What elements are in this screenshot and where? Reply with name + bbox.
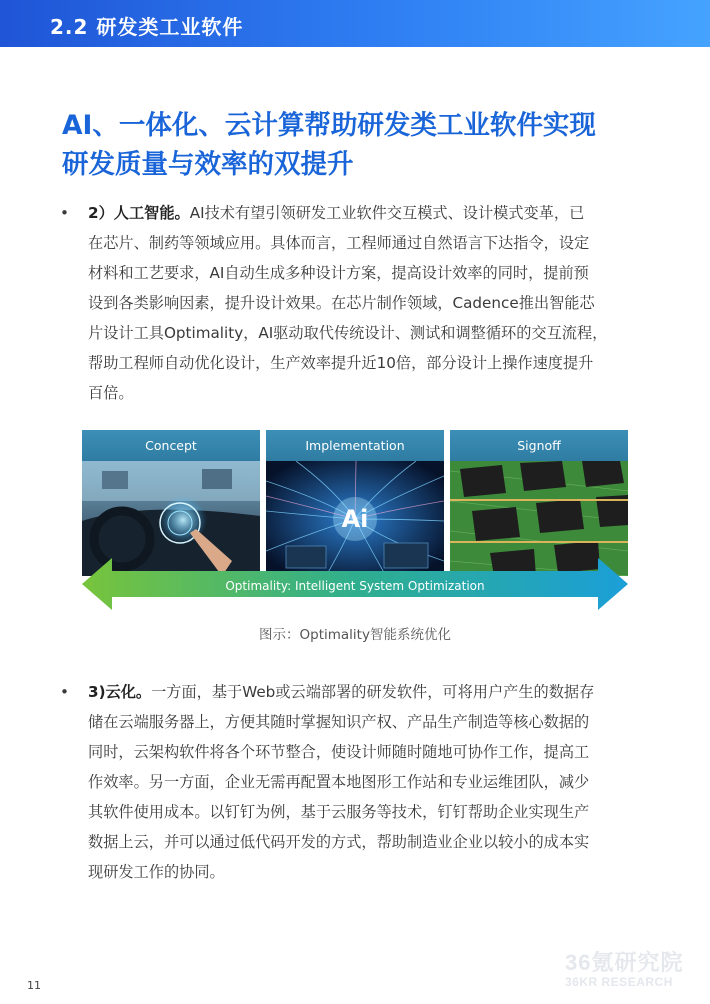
- page-headline: [62, 106, 672, 184]
- page-number: 11: [27, 979, 41, 992]
- section-title: 2.2 研发类工业软件: [50, 15, 244, 39]
- paragraph-line: 设到各类影响因素，提升设计效果。在芯片制作领域，Cadence推出智能芯: [88, 294, 595, 312]
- paragraph-line: 帮助工程师自动优化设计，生产效率提升近10倍，部分设计上操作速度提升: [88, 354, 594, 372]
- paragraph-line: 储在云端服务器上，方便其随时掌握知识产权、产品生产制造等核心数据的: [88, 713, 590, 731]
- arrow-label: Optimality: Intelligent System Optimization: [225, 579, 485, 593]
- paragraph-line: 其软件使用成本。以钉钉为例，基于云服务等技术，钉钉帮助企业实现生产: [88, 803, 590, 821]
- optimality-figure: [82, 430, 628, 614]
- section-header-bar: [0, 0, 710, 47]
- watermark-logo: [565, 946, 705, 989]
- paragraph-ai: [60, 198, 660, 408]
- bullet: •: [60, 683, 69, 701]
- bullet: •: [60, 204, 69, 222]
- figure-caption: 图示：Optimality智能系统优化: [259, 627, 451, 643]
- watermark-cn: 36氪研究院: [565, 950, 684, 975]
- paragraph-line: [88, 677, 660, 707]
- panel-title: Concept: [82, 430, 260, 461]
- panel-title: Implementation: [266, 430, 444, 461]
- paragraph-line: 材料和工艺要求，AI自动生成多种设计方案，提高设计效率的同时，提前预: [88, 264, 589, 282]
- paragraph-line: 在芯片、制药等领域应用。具体而言，工程师通过自然语言下达指令，设定: [88, 234, 590, 252]
- paragraph-line: 作效率。另一方面，企业无需再配置本地图形工作站和专业运维团队，减少: [88, 773, 590, 791]
- paragraph-lead: 3)云化。: [88, 683, 152, 701]
- paragraph-line: [88, 198, 660, 228]
- paragraph-line: 片设计工具Optimality，AI驱动取代传统设计、测试和调整循环的交互流程，: [88, 324, 608, 342]
- paragraph-cloud: [60, 677, 660, 887]
- paragraph-line: 百倍。: [88, 384, 134, 402]
- paragraph-lead: 2）人工智能。: [88, 204, 190, 222]
- paragraph-text: 一方面，基于Web或云端部署的研发软件，可将用户产生的数据存: [151, 683, 595, 701]
- paragraph-line: 同时，云架构软件将各个环节整合，使设计师随时随地可协作工作，提高工: [88, 743, 590, 761]
- watermark-en: 36KR RESEARCH: [565, 975, 673, 989]
- paragraph-text: AI技术有望引领研发工业软件交互模式、设计模式变革，已: [189, 204, 585, 222]
- paragraph-line: 数据上云，并可以通过低代码开发的方式，帮助制造业企业以较小的成本实: [88, 833, 590, 851]
- panel-title: Signoff: [450, 430, 628, 461]
- headline-line: AI、一体化、云计算帮助研发类工业软件实现: [62, 110, 596, 141]
- ai-label: Ai: [341, 505, 369, 533]
- headline-line: 研发质量与效率的双提升: [62, 149, 354, 180]
- paragraph-line: 现研发工作的协同。: [88, 863, 225, 881]
